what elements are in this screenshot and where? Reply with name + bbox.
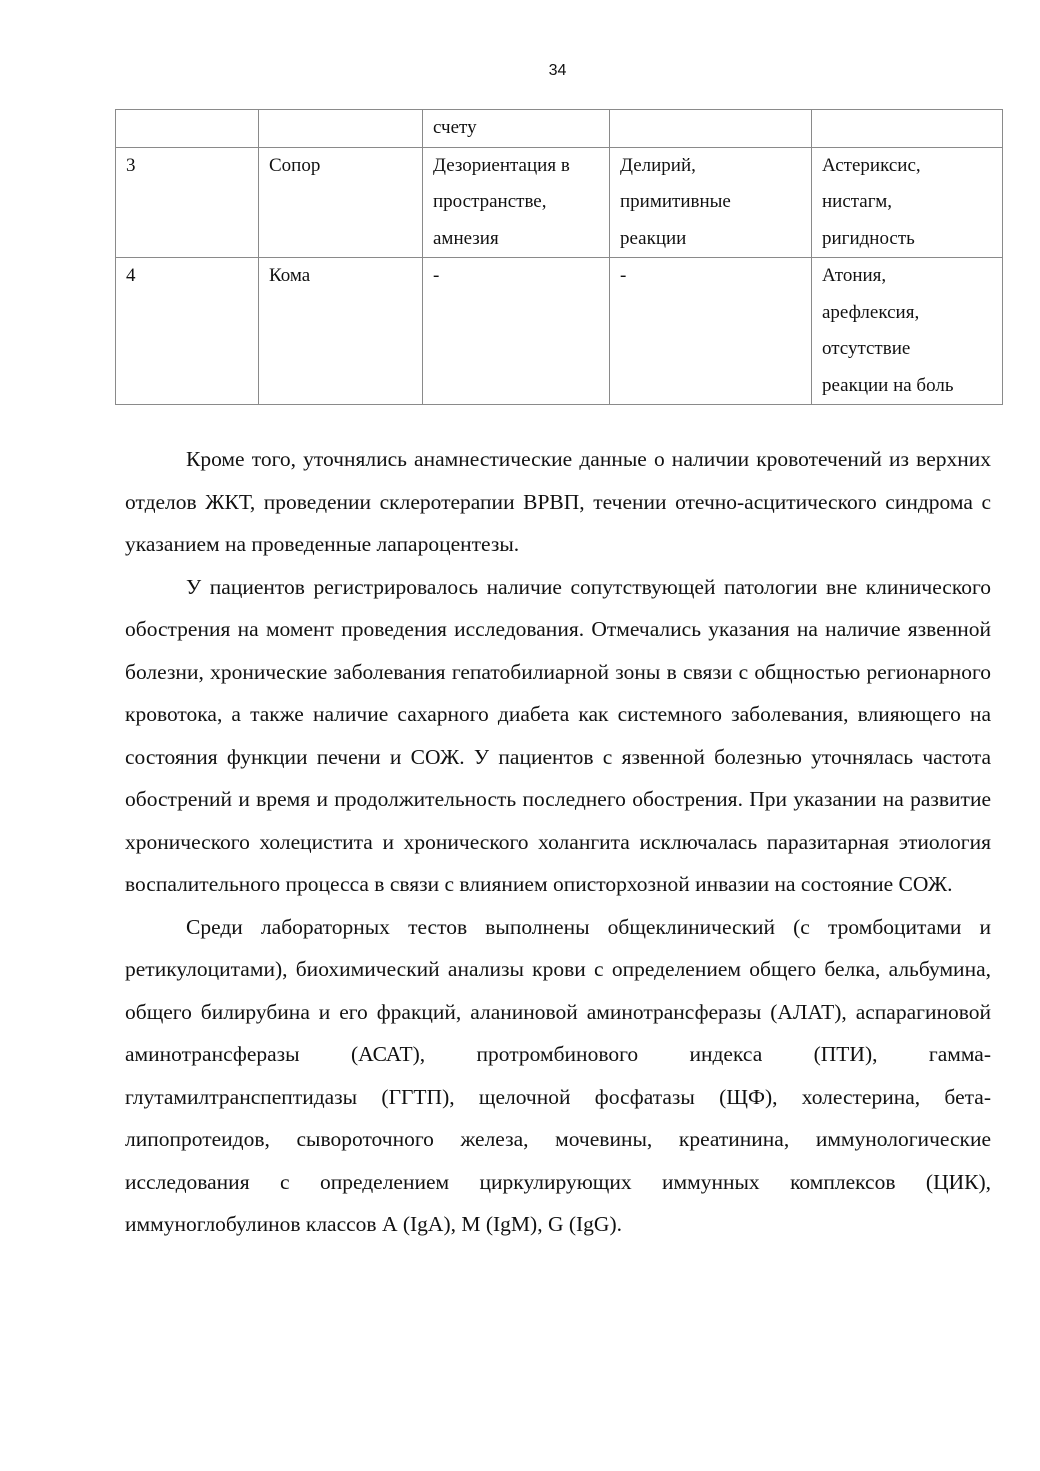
cell-text: арефлексия,: [822, 301, 920, 323]
cell-text: Кома: [269, 265, 311, 286]
cell-text: нистагм,: [822, 191, 893, 212]
table-cell: [610, 258, 812, 405]
encephalopathy-grades-table: [115, 109, 1003, 405]
table-cell: [116, 110, 259, 148]
cell-text: Атония,: [822, 265, 887, 286]
cell-text: Делирий,: [620, 154, 696, 176]
cell-text: реакции: [620, 227, 687, 249]
table-cell: [812, 258, 1003, 405]
cell-text: ригидность: [822, 227, 915, 249]
table-cell: [423, 147, 610, 258]
cell-text: амнезия: [433, 227, 499, 249]
table-cell: [610, 110, 812, 148]
cell-text: Сопор: [269, 154, 321, 176]
table-cell: [610, 147, 812, 258]
cell-text: примитивные: [620, 191, 731, 212]
cell-text: отсутствие: [822, 338, 911, 359]
cell-text: 4: [126, 265, 136, 286]
table-cell: [116, 258, 259, 405]
table-cell: [116, 147, 259, 258]
table-row: [116, 147, 1003, 258]
table-cell: [259, 258, 423, 405]
table-cell: [423, 110, 610, 148]
table-row: [116, 258, 1003, 405]
cell-text: Дезориентация в: [433, 154, 570, 176]
cell-text: Астериксис,: [822, 154, 921, 176]
paragraph-comorbidity: У пациентов регистрировалось наличие сопутствующей патологии вне клинического обострения на момент проведения исследования. Отмечались указания на наличие язвенной болезни, хронические заболевания гепатобилиарной зоны в связи с общностью регионарного кровотока, а также наличие сахарного диабета как системного заболевания, влияющего на состояния функции печени и СОЖ. У пациентов с язвенной болезнью уточнялась частота обострений и время и продолжительность последнего обострения. При указании на развитие хронического холецистита и хронического холангита исключалась паразитарная этиология воспалительного процесса в связи с влиянием описторхозной инвазии на состояние СОЖ.: [125, 574, 991, 896]
cell-text: пространстве,: [433, 191, 547, 212]
page-number: 34: [548, 62, 567, 79]
table-cell: [812, 110, 1003, 148]
document-body: [125, 438, 991, 1246]
cell-text: -: [433, 265, 440, 286]
table-cell: [812, 147, 1003, 258]
table-cell: [259, 110, 423, 148]
cell-text: счету: [433, 117, 477, 138]
table-cell: [259, 147, 423, 258]
cell-text: -: [620, 265, 627, 286]
paragraph-lab-tests: Среди лабораторных тестов выполнены общеклинический (с тромбоцитами и ретикулоцитами), биохимический анализы крови с определением общего белка, альбумина, общего билирубина и его фракций, аланиновой аминотрансферазы (АЛАТ), аспарагиновой аминотрансферазы (АСАТ), протромбинового индекса (ПТИ), гамма-глутамилтранспептидазы (ГГТП), щелочной фосфатазы (ЩФ), холестерина, бета-липопротеидов, сывороточного железа, мочевины, креатинина, иммунологические исследования с определением циркулирующих иммунных комплексов (ЦИК), иммуноглобулинов классов А (IgA), М (IgM), G (IgG).: [125, 914, 991, 1236]
table-body: [116, 110, 1003, 405]
cell-text: реакции на боль: [822, 374, 954, 396]
cell-text: 3: [126, 154, 136, 176]
paragraph-anamnesis: Кроме того, уточнялись анамнестические данные о наличии кровотечений из верхних отделов ЖКТ, проведении склеротерапии ВРВП, течении отечно-асцитического синдрома с указанием на проведенные лапароцентезы.: [125, 447, 991, 556]
table-row: [116, 110, 1003, 148]
table-cell: [423, 258, 610, 405]
